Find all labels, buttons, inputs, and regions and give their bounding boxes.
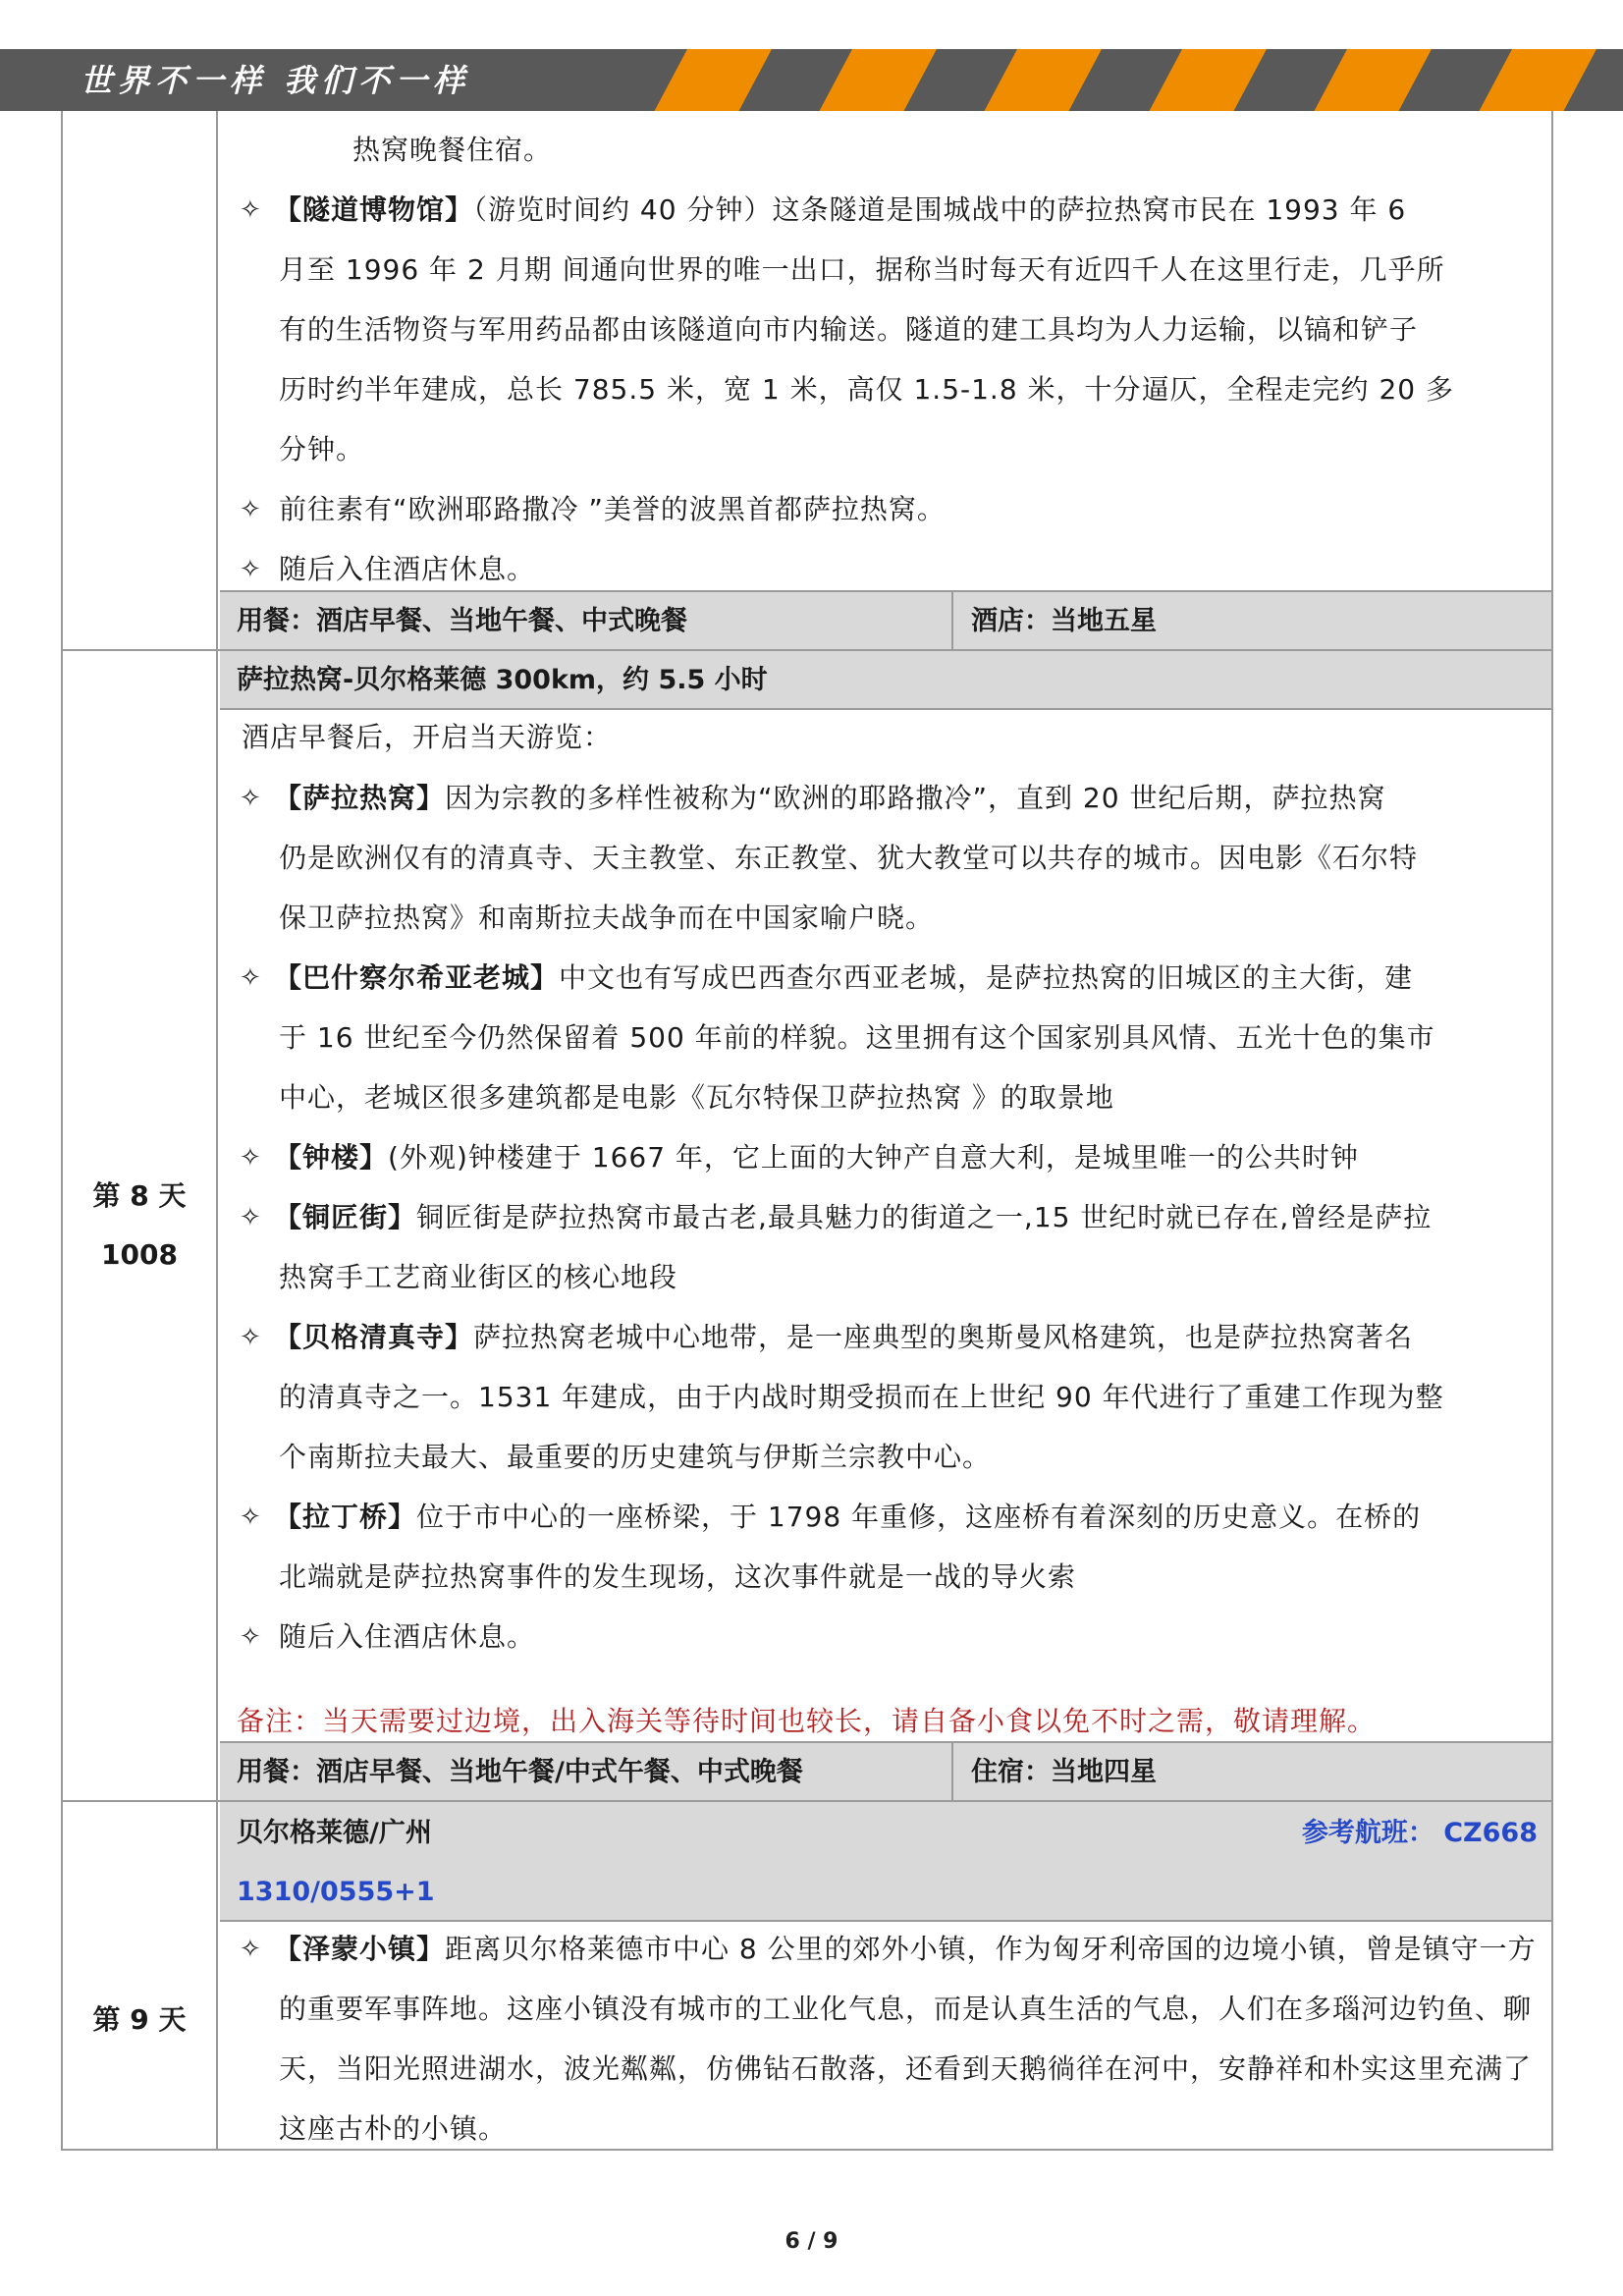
banner-stripe	[1480, 49, 1596, 111]
item-text: 仍是欧洲仅有的清真寺、天主教堂、东正教堂、犹大教堂可以共存的城市。因电影《石尔特	[279, 842, 1419, 874]
day-column-day8	[63, 651, 218, 1800]
day9-label: 第 9 天	[92, 2002, 187, 2036]
bullet-icon: ✧	[240, 555, 261, 584]
bullet-icon: ✧	[240, 195, 261, 225]
item-line	[274, 779, 1385, 818]
day9-route: 贝尔格莱德/广州	[237, 1818, 432, 1848]
day8-intro: 酒店早餐后，开启当天游览：	[242, 721, 613, 753]
bullet-icon: ✧	[240, 1935, 261, 1964]
item-text: 前往素有“欧洲耶路撒冷 ”美誉的波黑首都萨拉热窝。	[279, 493, 946, 525]
header-banner	[0, 49, 1623, 111]
day8-label: 第 8 天	[92, 1179, 187, 1212]
item-line	[274, 1498, 1421, 1537]
item-text: 个南斯拉夫最大、最重要的历史建筑与伊斯兰宗教中心。	[279, 1441, 992, 1473]
item-text: （游览时间约 40 分钟）这条隧道是围城战中的萨拉热窝市民在 1993 年 6	[473, 193, 1407, 226]
item-title: 【贝格清真寺】	[274, 1321, 474, 1353]
banner-stripe	[1315, 49, 1432, 111]
day-column-day9	[63, 1802, 218, 2149]
item-line	[279, 370, 1454, 410]
divider	[951, 1743, 953, 1800]
item-line	[274, 1318, 1413, 1357]
item-text: 随后入住酒店休息。	[279, 553, 536, 585]
banner-stripe	[985, 49, 1102, 111]
item-line	[274, 1138, 1359, 1177]
item-text: 随后入住酒店休息。	[279, 1620, 536, 1653]
item-line	[274, 1930, 1537, 1969]
bullet-icon: ✧	[240, 1323, 261, 1352]
item-line	[279, 2109, 507, 2149]
item-line	[279, 1617, 535, 1657]
day8-hotel: 住宿：当地四星	[971, 1757, 1157, 1787]
divider	[220, 708, 1551, 710]
item-line	[279, 1990, 1532, 2029]
item-line	[274, 1198, 1432, 1237]
item-title: 【泽蒙小镇】	[274, 1933, 446, 1965]
itinerary-table-body	[63, 111, 1551, 2149]
item-text: 热窝手工艺商业街区的核心地段	[279, 1261, 678, 1293]
item-title: 【钟楼】	[274, 1141, 389, 1174]
item-text: 历时约半年建成，总长 785.5 米，宽 1 米，高仅 1.5-1.8 米，十分逼仄，全程走完约 20 多	[279, 373, 1454, 406]
item-line	[279, 1258, 677, 1297]
item-text: 中心，老城区很多建筑都是电影《瓦尔特保卫萨拉热窝 》的取景地	[279, 1081, 1114, 1114]
item-text: 铜匠街是萨拉热窝市最古老,最具魅力的街道之一,15 世纪时就已存在,曾经是萨拉	[416, 1201, 1433, 1233]
day7-meals: 用餐：酒店早餐、当地午餐、中式晚餐	[237, 606, 687, 636]
divider	[220, 1920, 1551, 1922]
banner-stripe	[655, 49, 772, 111]
bullet-icon: ✧	[240, 1622, 261, 1652]
item-text: 萨拉热窝老城中心地带，是一座典型的奥斯曼风格建筑，也是萨拉热窝著名	[473, 1321, 1414, 1353]
item-text: 有的生活物资与军用药品都由该隧道向市内输送。隧道的建工具均为人力运输，以镐和铲子	[279, 313, 1419, 346]
item-text: (外观)钟楼建于 1667 年，它上面的大钟产自意大利，是城里唯一的公共时钟	[388, 1141, 1359, 1174]
day7-content	[220, 111, 1551, 649]
item-title: 【巴什察尔希亚老城】	[274, 961, 560, 994]
item-line	[274, 191, 1406, 230]
item-text: 保卫萨拉热窝》和南斯拉夫战争而在中国家喻户晓。	[279, 902, 935, 934]
banner-stripe	[1150, 49, 1267, 111]
item-title: 【铜匠街】	[274, 1201, 417, 1233]
day-column-day7	[63, 111, 218, 649]
item-text: 这座古朴的小镇。	[279, 2112, 508, 2145]
banner-stripe	[820, 49, 937, 111]
bullet-icon: ✧	[240, 1143, 261, 1173]
item-text: 位于市中心的一座桥梁，于 1798 年重修，这座桥有着深刻的历史意义。在桥的	[416, 1501, 1422, 1533]
item-title: 【萨拉热窝】	[274, 782, 446, 814]
item-line	[279, 310, 1418, 350]
item-text: 分钟。	[279, 433, 365, 465]
item-text: 中文也有写成巴西查尔西亚老城，是萨拉热窝的旧城区的主大街，建	[559, 961, 1414, 994]
item-text: 的清真寺之一。1531 年建成，由于内战时期受损而在上世纪 90 年代进行了重建工作现为整	[279, 1381, 1444, 1413]
item-line	[279, 2050, 1532, 2089]
item-line	[279, 1558, 1076, 1597]
item-line	[279, 430, 364, 469]
item-line	[279, 490, 946, 529]
bullet-icon: ✧	[240, 1203, 261, 1232]
header-slogan: 世界不一样 我们不一样	[81, 62, 471, 99]
day8-meals: 用餐：酒店早餐、当地午餐/中式午餐、中式晚餐	[237, 1757, 803, 1787]
item-text: 月至 1996 年 2 月期 间通向世界的唯一出口，据称当时每天有近四千人在这里行走，几乎所	[279, 253, 1445, 286]
divider	[951, 592, 953, 649]
day9-flight-time: 1310/0555+1	[237, 1877, 435, 1907]
day8-date: 1008	[101, 1238, 178, 1271]
item-line	[279, 899, 934, 938]
bullet-icon: ✧	[240, 495, 261, 524]
day7-hotel: 酒店：当地五星	[971, 606, 1157, 636]
item-title: 【拉丁桥】	[274, 1501, 417, 1533]
day8-note: 备注：当天需要过边境，出入海关等待时间也较长，请自备小食以免不时之需，敬请理解。	[237, 1705, 1377, 1737]
item-line	[279, 250, 1445, 290]
page-number: 6 / 9	[784, 2229, 839, 2254]
bullet-icon: ✧	[240, 963, 261, 993]
item-text: 因为宗教的多样性被称为“欧洲的耶路撒冷”，直到 20 世纪后期，萨拉热窝	[445, 782, 1386, 814]
bullet-icon: ✧	[240, 1503, 261, 1532]
item-line	[279, 839, 1418, 878]
item-text: 的重要军事阵地。这座小镇没有城市的工业化气息，而是认真生活的气息，人们在多瑙河边钓鱼、聊	[279, 1993, 1533, 2025]
item-text: 北端就是萨拉热窝事件的发生现场，这次事件就是一战的导火索	[279, 1560, 1077, 1593]
bullet-icon: ✧	[240, 784, 261, 813]
item-text: 天，当阳光照进湖水，波光粼粼，仿佛钻石散落，还看到天鹅徜徉在河中，安静祥和朴实这里充满了	[279, 2052, 1533, 2085]
item-line	[279, 1438, 991, 1477]
day9-flight: 参考航班： CZ668	[1301, 1818, 1538, 1848]
day7-intro-cont: 热窝晚餐住宿。	[352, 134, 553, 166]
item-line	[279, 1018, 1435, 1058]
item-text: 于 16 世纪至今仍然保留着 500 年前的样貌。这里拥有这个国家别具风情、五光十色的集市	[279, 1021, 1435, 1054]
item-line	[274, 958, 1413, 998]
item-line	[279, 1378, 1444, 1417]
day8-route: 萨拉热窝-贝尔格莱德 300km，约 5.5 小时	[237, 665, 768, 695]
item-line	[279, 1078, 1114, 1118]
item-line	[279, 550, 535, 589]
item-title: 【隧道博物馆】	[274, 193, 474, 226]
item-text: 距离贝尔格莱德市中心 8 公里的郊外小镇，作为匈牙利帝国的边境小镇，曾是镇守一方	[445, 1933, 1537, 1965]
itinerary-table	[61, 111, 1553, 2151]
